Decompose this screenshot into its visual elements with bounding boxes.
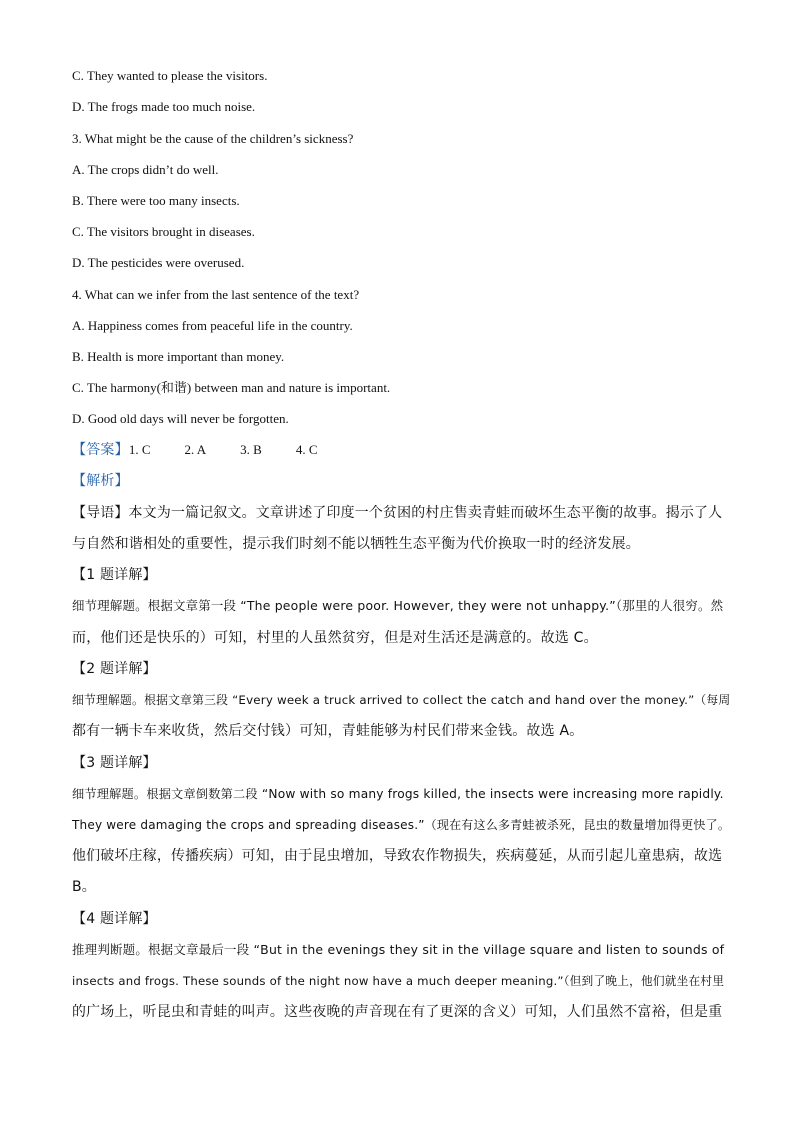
detail-2-line-2: 都有一辆卡车来收货，然后交付钱）可知，青蛙能够为村民们带来金钱。故选 A。 xyxy=(72,723,584,739)
q4-option-b: B. Health is more important than money. xyxy=(72,349,285,364)
analysis-tag: 【解析】 xyxy=(72,473,129,489)
detail-4-heading: 【4 题详解】 xyxy=(72,911,157,927)
q3-option-c: C. The visitors brought in diseases. xyxy=(72,224,255,239)
analysis-intro-line-1: 【导语】本文为一篇记叙文。文章讲述了印度一个贫困的村庄售卖青蛙而破坏生态平衡的故事。揭示了人 xyxy=(72,505,723,521)
q3-option-d: D. The pesticides were overused. xyxy=(72,255,245,270)
q4-option-c: C. The harmony(和谐) between man and nature is important. xyxy=(72,380,391,395)
detail-1-heading: 【1 题详解】 xyxy=(72,567,157,583)
detail-3-line-4: B。 xyxy=(72,879,97,895)
detail-2-line-1: 细节理解题。根据文章第三段 “Every week a truck arrived to collect the catch and hand over the money.”（每周 xyxy=(72,693,731,707)
detail-2-heading: 【2 题详解】 xyxy=(72,661,157,677)
q4-option-a: A. Happiness comes from peaceful life in the country. xyxy=(72,318,353,333)
answer-line xyxy=(72,441,722,459)
q3-option-a: A. The crops didn’t do well. xyxy=(72,162,219,177)
detail-3-line-1: 细节理解题。根据文章倒数第二段 “Now with so many frogs killed, the insects were increasing more rapidly. xyxy=(72,787,724,801)
detail-3-line-3: 他们破坏庄稼，传播疾病）可知，由于昆虫增加，导致农作物损失，疾病蔓延，从而引起儿童患病，故选 xyxy=(72,848,723,864)
q2-option-d: D. The frogs made too much noise. xyxy=(72,99,256,114)
detail-3-line-2: They were damaging the crops and spreading diseases.”（现在有这么多青蛙被杀死，昆虫的数量增加得更快了。 xyxy=(72,818,731,832)
detail-1-line-2: 而，他们还是快乐的）可知，村里的人虽然贫穷，但是对生活还是满意的。故选 C。 xyxy=(72,630,598,646)
answer-4: 4. C xyxy=(295,442,318,457)
q4-question: 4. What can we infer from the last sentence of the text? xyxy=(72,287,360,302)
answer-tag: 【答案】 xyxy=(72,442,129,458)
answer-2: 2. A xyxy=(184,442,207,457)
detail-3-heading: 【3 题详解】 xyxy=(72,755,157,771)
detail-1-line-1: 细节理解题。根据文章第一段 “The people were poor. However, they were not unhappy.”（那里的人很穷。然 xyxy=(72,598,724,613)
analysis-intro-line-2: 与自然和谐相处的重要性，提示我们时刻不能以牺牲生态平衡为代价换取一时的经济发展。 xyxy=(72,536,640,552)
detail-4-line-1: 推理判断题。根据文章最后一段 “But in the evenings they sit in the village square and listen to sounds of xyxy=(72,942,725,957)
answer-3: 3. B xyxy=(240,442,262,457)
detail-4-line-2: insects and frogs. These sounds of the night now have a much deeper meaning.”（但到了晚上，他们就坐在村里 xyxy=(72,974,725,988)
answer-1: 1. C xyxy=(128,442,151,457)
q2-option-c: C. They wanted to please the visitors. xyxy=(72,68,268,83)
detail-4-line-3: 的广场上，听昆虫和青蛙的叫声。这些夜晚的声音现在有了更深的含义）可知，人们虽然不富裕，但是重 xyxy=(72,1004,723,1020)
q4-option-d: D. Good old days will never be forgotten. xyxy=(72,411,289,426)
q3-option-b: B. There were too many insects. xyxy=(72,193,240,208)
q3-question: 3. What might be the cause of the children’s sickness? xyxy=(72,131,354,146)
